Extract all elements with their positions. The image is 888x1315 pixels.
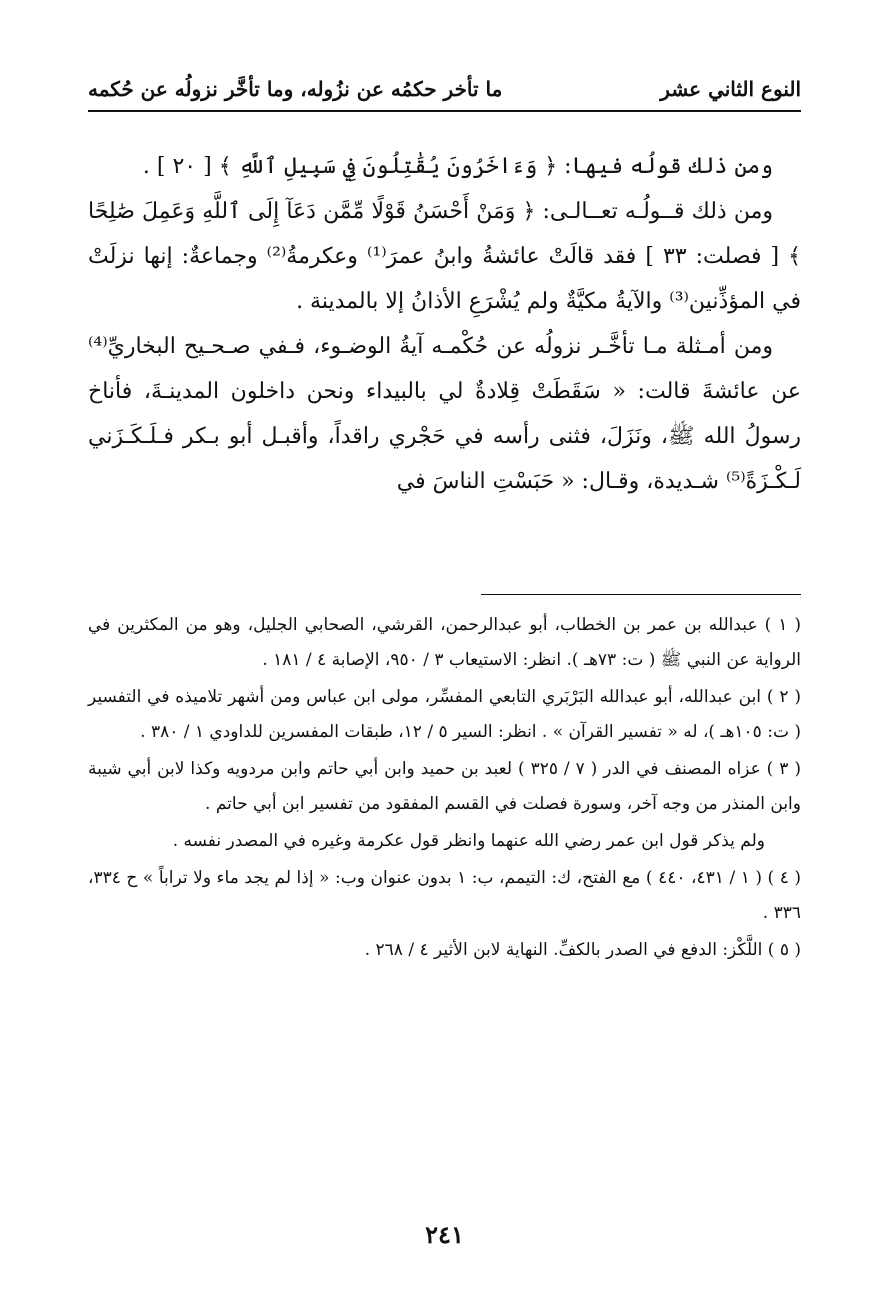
paragraph-2: ومن ذلك قــولُـه تعــالـى: ﴿ وَمَنْ أَحْسَنُ قَوْلًا مِّمَّن دَعَآ إِلَى ٱللَّهِ وَعَمِلَ صَٰلِحًا ﴾ [ فصلت: ٣٣ ] فقد قالَتْ عائشةُ وابنُ عمرَ⁽¹⁾ وعكرمةُ⁽²⁾ وجماعةٌ: إنها نزلَتْ في المؤذِّنين⁽³⁾ والآيةُ مكيَّةٌ ولم يُشْرَعِ الأذانُ إلا بالمدينة . — [88, 199, 802, 314]
footnote-5: ( ٥ ) اللَّكْز: الدفع في الصدر بالكفِّ. النهاية لابن الأثير ٤ / ٢٦٨ . — [364, 940, 801, 960]
header-divider — [88, 110, 801, 112]
main-text — [88, 144, 801, 504]
paragraph-1: ومن ذلك قولُه فيها: ﴿ وَءَاخَرُونَ يُقَٰتِلُونَ فِي سَبِيلِ ٱللَّهِ ﴾ [ ٢٠ ] . — [142, 154, 773, 179]
footnote-3-continuation: ولم يذكر قول ابن عمر رضي الله عنهما وانظر قول عكرمة وغيره في المصدر نفسه . — [172, 831, 765, 851]
running-header — [88, 70, 801, 108]
page-number: ٢٤١ — [425, 1220, 464, 1249]
footnote-4: ( ٤ ) ( ١ / ٤٣١، ٤٤٠ ) مع الفتح، ك: التيمم، ب: ١ بدون عنوان وب: « إذا لم يجد ماء ولا تراباً » ح ٣٣٤، ٣٣٦ . — [88, 868, 801, 923]
footnote-1: ( ١ ) عبدالله بن عمر بن الخطاب، أبو عبدالرحمن، القرشي، الصحابي الجليل، وهو من المكثرين في الرواية عن النبي ﷺ ( ت: ٧٣هـ ). انظر: الاستيعاب ٣ / ٩٥٠، الإصابة ٤ / ١٨١ . — [88, 615, 801, 670]
paragraph-3: ومن أمـثلة مـا تأخَّـر نزولُه عن حُكْمـه آيةُ الوضـوء، فـفي صـحـيح البخاريِّ⁽⁴⁾ عن عائشةَ قالت: « سَقَطَتْ قِلادةٌ لي بالبيداء ونحن داخلون المدينـةَ، فأناخ رسولُ الله ﷺ، ونَزَلَ، فثنى رأسه في حَجْري راقداً، وأقبـل أبو بـكر فـلَـكَـزَني لَـكْـزَةً⁽⁵⁾ شـديدة، وقـال: « حَبَسْتِ الناسَ في — [88, 334, 801, 494]
footnote-divider — [481, 594, 801, 595]
footnote-2: ( ٢ ) ابن عبدالله، أبو عبدالله البَرْبَري التابعي المفسِّر، مولى ابن عباس ومن أشهر تلاميذه في التفسير ( ت: ١٠٥هـ )، له « تفسير القرآن » . انظر: السير ٥ / ١٢، طبقات المفسرين للداودي ١ / ٣٨٠ . — [88, 687, 801, 742]
footnotes — [88, 608, 801, 970]
footnote-3: ( ٣ ) عزاه المصنف في الدر ( ٧ / ٣٢٥ ) لعبد بن حميد وابن أبي حاتم وابن مردويه وكذا لابن أبي شيبة وابن المنذر من وجه آخر، وسورة فصلت في القسم المفقود من تفسير ابن أبي حاتم . — [88, 759, 801, 814]
book-page — [88, 62, 801, 1302]
section-title: ما تأخر حكمُه عن نزُوله، وما تأخَّر نزولُه عن حُكمه — [88, 77, 503, 101]
chapter-title: النوع الثاني عشر — [660, 77, 801, 101]
